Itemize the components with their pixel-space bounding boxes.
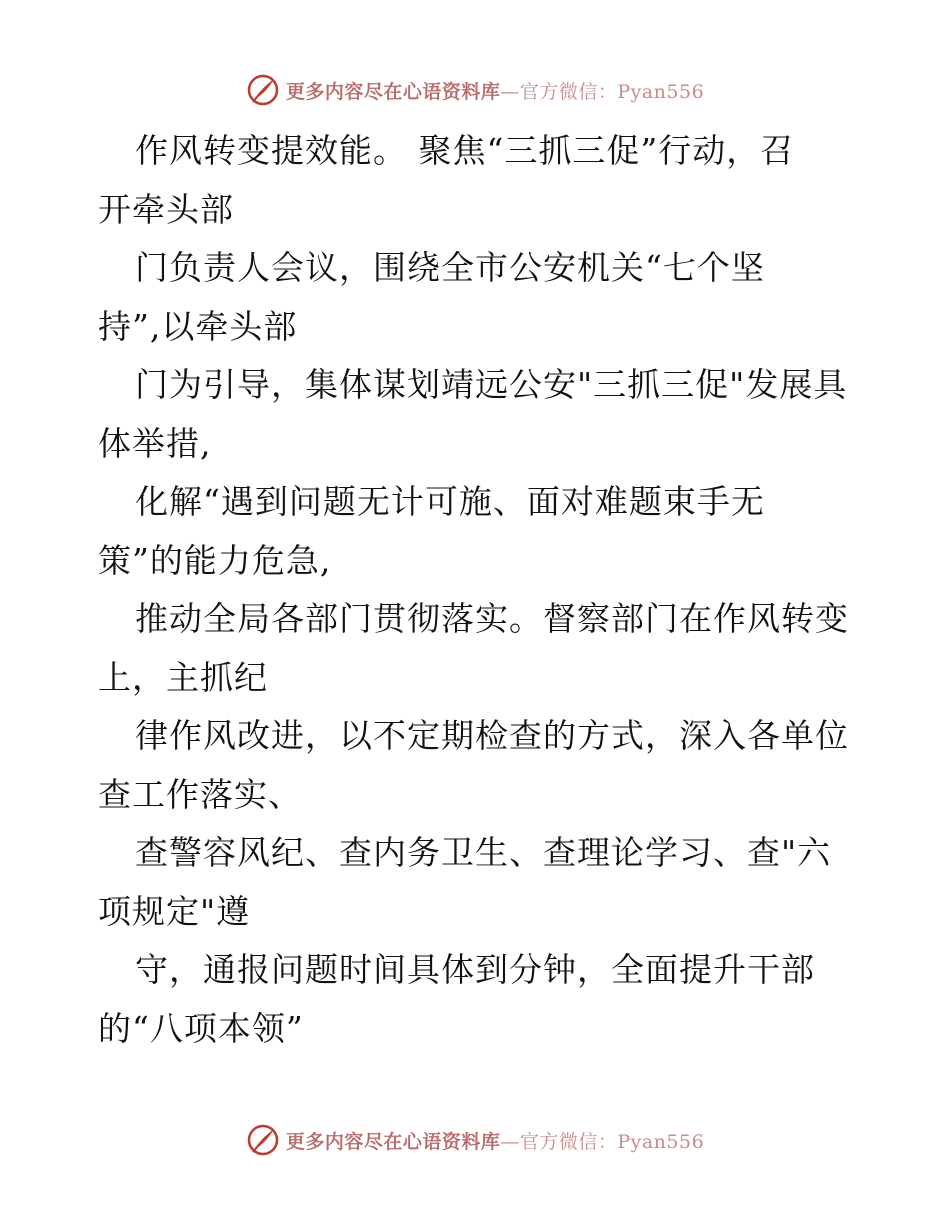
text-line: 作风转变提效能。 聚焦“三抓三促”行动，召	[135, 131, 795, 170]
watermark-suffix: —官方微信：Pyan556	[500, 1130, 705, 1153]
text-line: 上，主抓纪	[98, 657, 268, 697]
watermark-text	[286, 1127, 704, 1154]
header-watermark	[0, 70, 950, 110]
text-line: 开牵头部	[98, 189, 234, 229]
text-line: 门为引导，集体谋划靖远公安"三抓三促"发展具	[135, 365, 848, 404]
watermark-suffix: —官方微信：Pyan556	[500, 80, 705, 103]
footer-watermark	[0, 1120, 950, 1160]
text-line: 门负责人会议，围绕全市公安机关“七个坚	[135, 248, 765, 287]
text-line: 策”的能力危急,	[98, 540, 332, 580]
watermark-brand: 更多内容尽在心语资料库	[285, 1130, 501, 1153]
text-line: 体举措,	[98, 423, 212, 463]
text-line: 律作风改进，以不定期检查的方式，深入各单位	[135, 716, 849, 755]
text-line: 持”,以牵头部	[98, 306, 298, 346]
text-line: 推动全局各部门贯彻落实。督察部门在作风转变	[135, 599, 849, 638]
text-line: 查警容风纪、查内务卫生、查理论学习、查"六	[135, 833, 832, 872]
feather-pen-logo-icon	[246, 1123, 280, 1157]
text-line: 查工作落实、	[98, 774, 302, 814]
feather-pen-logo-icon	[246, 73, 280, 107]
text-line: 化解“遇到问题无计可施、面对难题束手无	[135, 482, 765, 521]
text-line: 守，通报问题时间具体到分钟，全面提升干部	[135, 950, 815, 989]
text-line: 的“八项本领”	[98, 1008, 304, 1048]
document-body	[98, 122, 858, 1058]
watermark-text	[286, 77, 704, 104]
text-line: 项规定"遵	[98, 891, 251, 931]
watermark-brand: 更多内容尽在心语资料库	[285, 80, 501, 103]
